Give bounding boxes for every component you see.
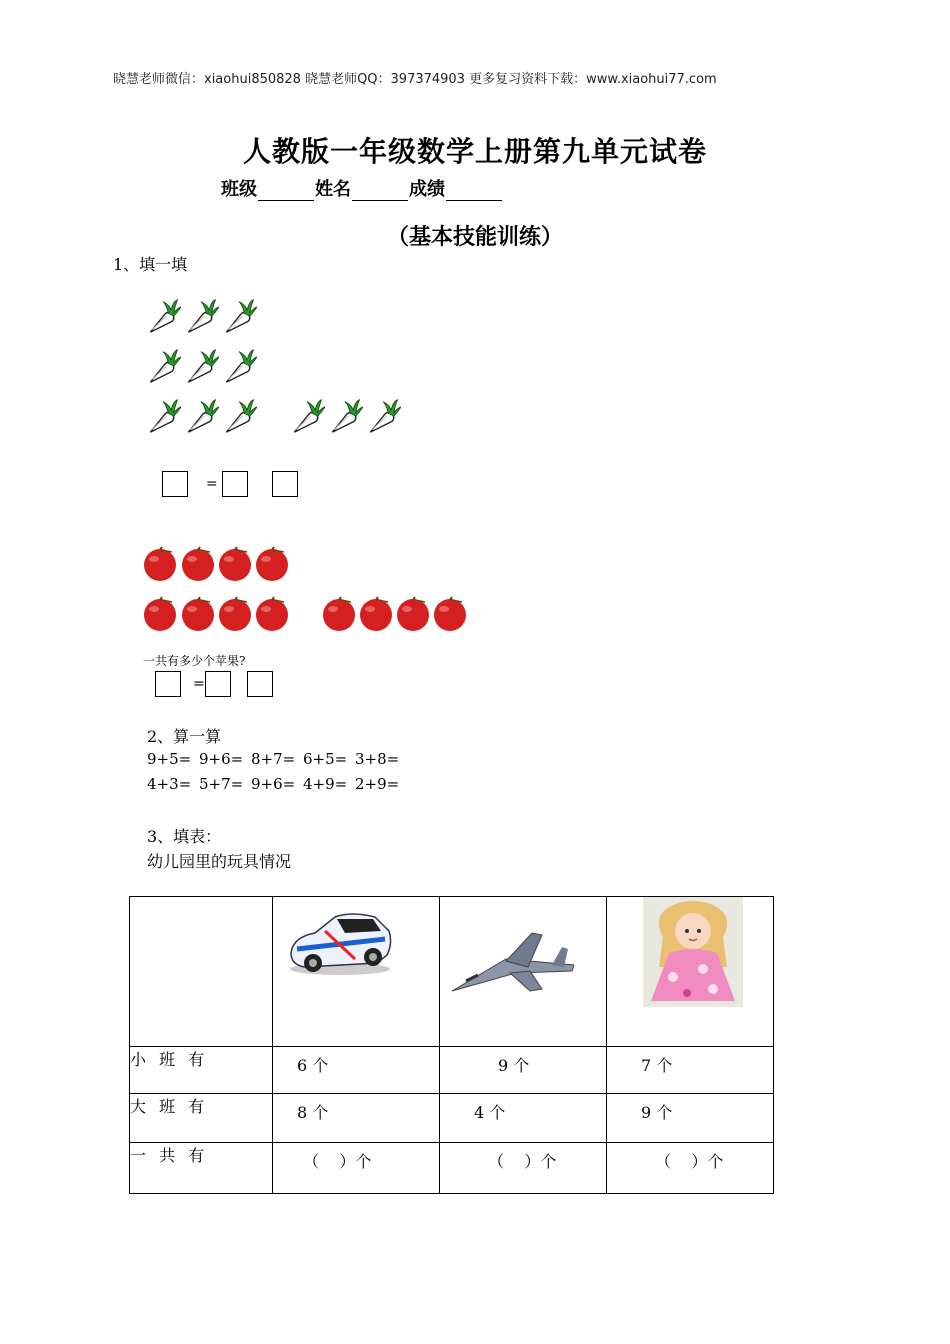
doll-cell: [607, 897, 774, 1047]
apple-image: [358, 596, 394, 632]
table-row: [130, 1047, 774, 1094]
student-info: [221, 175, 503, 201]
calc-item: 3+8=: [355, 750, 400, 768]
calc-item: 8+7=: [251, 750, 296, 768]
calc-item: 4+9=: [303, 775, 348, 793]
row-label: 一 共 有: [130, 1143, 273, 1194]
name-blank[interactable]: [352, 182, 408, 201]
table-cell: 6 个: [273, 1047, 440, 1094]
calc-item: 5+7=: [199, 775, 244, 793]
answer-cell[interactable]: （ ）个: [607, 1143, 774, 1194]
apple-image: [180, 596, 216, 632]
apple-image: [180, 546, 216, 582]
table-row: [130, 1143, 774, 1194]
row-label: 大 班 有: [130, 1094, 273, 1143]
row-label: 小 班 有: [130, 1047, 273, 1094]
score-label: 成绩: [409, 179, 445, 200]
class-blank[interactable]: [258, 182, 314, 201]
section-subtitle: （基本技能训练）: [386, 224, 563, 250]
apple-image: [395, 596, 431, 632]
radish-image: [145, 296, 181, 336]
answer-cell[interactable]: （ ）个: [273, 1143, 440, 1194]
radish-image: [183, 296, 219, 336]
apple-image: [432, 596, 468, 632]
calc-item: 9+5=: [147, 750, 192, 768]
q1-heading: 1、填一填: [113, 255, 188, 274]
radish-image: [145, 346, 181, 386]
answer-box[interactable]: [155, 671, 181, 697]
radish-image: [327, 396, 363, 436]
equals-sign: =: [193, 676, 205, 692]
score-blank[interactable]: [446, 182, 502, 201]
apple-image: [142, 546, 178, 582]
answer-cell[interactable]: （ ）个: [440, 1143, 607, 1194]
answer-box[interactable]: [162, 471, 188, 497]
page-header: 晓慧老师微信：xiaohui850828 晓慧老师QQ：397374903 更多复习资料下载：www.xiaohui77.com: [113, 72, 717, 87]
radish-image: [221, 346, 257, 386]
table-header-row: [130, 897, 774, 1047]
table-cell: 9 个: [440, 1047, 607, 1094]
name-label: 姓名: [315, 179, 351, 200]
car-cell: [273, 897, 440, 1047]
fighter-jet-image: [446, 899, 582, 1009]
apple-image: [254, 596, 290, 632]
calc-row: [147, 750, 407, 768]
apple-image: [217, 546, 253, 582]
race-car-image: [285, 903, 395, 983]
class-label: 班级: [221, 179, 257, 200]
radish-image: [183, 396, 219, 436]
answer-box[interactable]: [205, 671, 231, 697]
answer-box[interactable]: [222, 471, 248, 497]
toy-table: [129, 896, 774, 1194]
q3-subheading: 幼儿园里的玩具情况: [147, 852, 292, 871]
radish-image: [221, 396, 257, 436]
page-title: 人教版一年级数学上册第九单元试卷: [242, 135, 707, 168]
answer-box[interactable]: [247, 671, 273, 697]
radish-image: [221, 296, 257, 336]
radish-image: [145, 396, 181, 436]
apple-image: [217, 596, 253, 632]
calc-row: [147, 775, 407, 793]
table-corner-cell: [130, 897, 273, 1047]
radish-image: [289, 396, 325, 436]
radish-image: [365, 396, 401, 436]
doll-image: [643, 897, 743, 1007]
apple-image: [142, 596, 178, 632]
equals-sign: =: [206, 476, 218, 492]
apple-image: [321, 596, 357, 632]
table-cell: 7 个: [607, 1047, 774, 1094]
table-cell: 8 个: [273, 1094, 440, 1143]
q2-heading: 2、算一算: [147, 727, 222, 746]
table-cell: 4 个: [440, 1094, 607, 1143]
apple-question: 一共有多少个苹果?: [143, 654, 246, 668]
calc-item: 4+3=: [147, 775, 192, 793]
answer-box[interactable]: [272, 471, 298, 497]
plane-cell: [440, 897, 607, 1047]
q3-heading: 3、填表：: [147, 827, 222, 846]
apple-image: [254, 546, 290, 582]
calc-item: 2+9=: [355, 775, 400, 793]
radish-image: [183, 346, 219, 386]
table-cell: 9 个: [607, 1094, 774, 1143]
calc-item: 9+6=: [199, 750, 244, 768]
table-row: [130, 1094, 774, 1143]
calc-item: 9+6=: [251, 775, 296, 793]
calc-item: 6+5=: [303, 750, 348, 768]
